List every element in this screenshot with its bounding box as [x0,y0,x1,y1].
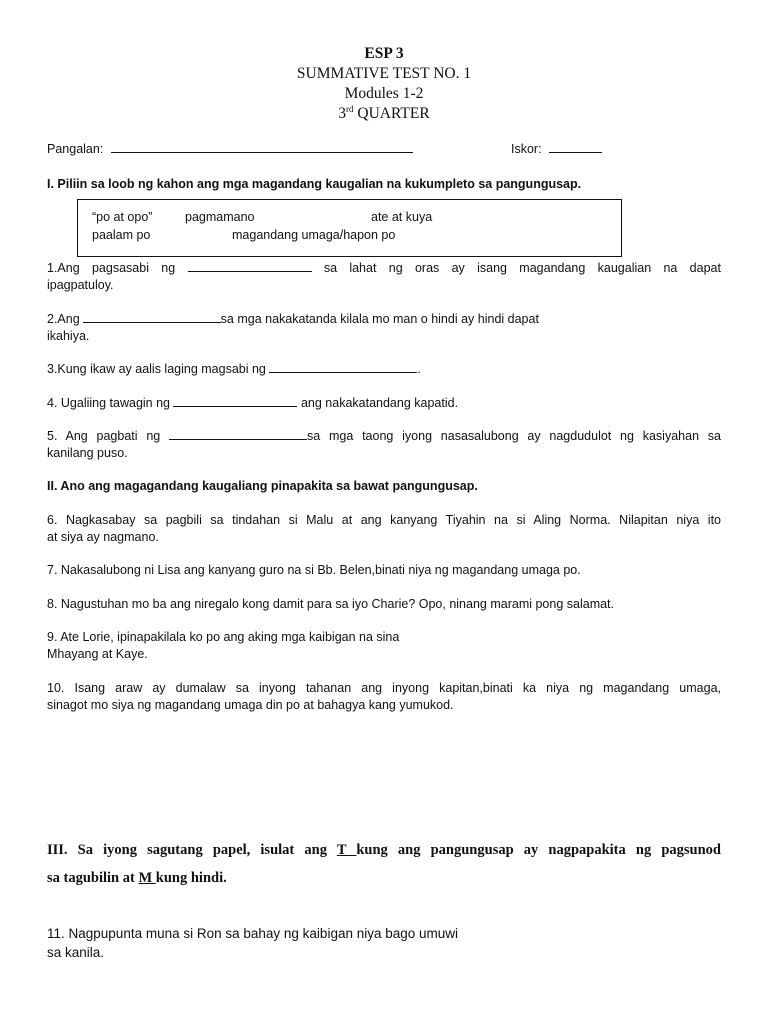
section3-letter-t: T [336,842,357,858]
choice-po-at-opo: “po at opo” [92,210,153,224]
question-1-cont: ipagpatuloy. [47,278,114,292]
question-10: 10. Isang araw ay dumalaw sa inyong tahanan ang inyong kapitan,binati ka niya ng magandang umaga, [47,681,721,695]
question-2 [47,311,539,328]
question-9-cont: Mhayang at Kaye. [47,647,148,661]
question-1-blank[interactable] [188,260,312,272]
modules-line: Modules 1-2 [344,85,424,102]
question-6: 6. Nagkasabay sa pagbili sa tindahan si Malu at ang kanyang Tiyahin na si Aling Norma. Nilapitan niya ito [47,513,721,527]
section3-text-d: kung hindi. [155,870,227,886]
question-1-text-a: 1.Ang pagsasabi ng [47,261,176,275]
quarter-word: QUARTER [353,105,430,122]
quarter-line [0,104,768,124]
question-5-blank[interactable] [169,428,307,440]
document-header [0,44,768,124]
question-5-text-a: 5. Ang pagbati ng [47,429,161,443]
question-3-blank[interactable] [269,361,417,373]
section3-title-cont [47,869,227,887]
score-field [511,141,602,158]
score-label: Iskor: [511,142,542,156]
question-11-cont: sa kanila. [47,945,105,960]
question-3 [47,361,421,378]
question-5-cont: kanilang puso. [47,446,128,460]
test-title: SUMMATIVE TEST NO. 1 [296,65,472,82]
question-5 [47,428,721,445]
question-2-text-b: sa mga nakakatanda kilala mo man o hindi ay hindi dapat [220,312,539,326]
name-label: Pangalan: [47,142,104,156]
name-blank[interactable] [111,141,413,153]
question-10-cont: sinagot mo siya ng magandang umaga din po at bahagya kang yumukod. [47,698,454,712]
question-5-text-b: sa mga taong iyong nasasalubong ay nagdudulot ng kasiyahan sa [307,429,721,443]
question-9: 9. Ate Lorie, ipinapakilala ko po ang aking mga kaibigan na sina [47,630,400,644]
quarter-suffix: rd [346,104,354,114]
choice-pagmamano: pagmamano [185,210,255,224]
section3-text-b: kung ang pangungusap ay nagpapakita ng pagsunod [356,842,721,858]
question-2-cont: ikahiya. [47,329,90,343]
choice-paalam-po: paalam po [92,228,151,242]
section3-letter-m: M [138,870,156,886]
quarter-number: 3 [338,105,347,122]
subject-title: ESP 3 [364,45,404,62]
question-2-text-a: 2.Ang [47,312,80,326]
question-3-text-b: . [417,362,421,376]
score-blank[interactable] [549,141,602,153]
question-3-text-a: 3.Kung ikaw ay aalis laging magsabi ng [47,362,266,376]
section1-title: I. Piliin sa loob ng kahon ang mga magandang kaugalian na kukumpleto sa pangungusap. [47,177,582,191]
question-7: 7. Nakasalubong ni Lisa ang kanyang guro na si Bb. Belen,binati niya ng magandang umaga po. [47,563,581,577]
choice-ate-at-kuya: ate at kuya [371,210,433,224]
question-4-text-b: ang nakakatandang kapatid. [300,396,459,410]
question-2-blank[interactable] [83,311,221,323]
question-6-cont: at siya ay nagmano. [47,530,159,544]
question-4-text-a: 4. Ugaliing tawagin ng [47,396,170,410]
section3-text-a: III. Sa iyong sagutang papel, isulat ang [47,842,337,858]
section3-text-c: sa tagubilin at [47,870,139,886]
name-field [47,141,413,158]
question-11: 11. Nagpupunta muna si Ron sa bahay ng kaibigan niya bago umuwi [47,926,459,941]
question-4-blank[interactable] [173,395,297,407]
question-1 [47,260,721,277]
choice-magandang-umaga: magandang umaga/hapon po [232,228,396,242]
section2-title: II. Ano ang magagandang kaugaliang pinapakita sa bawat pangungusap. [47,479,478,493]
section3-title [47,841,721,859]
question-4 [47,395,458,412]
question-8: 8. Nagustuhan mo ba ang niregalo kong damit para sa iyo Charie? Opo, ninang marami pong salamat. [47,597,615,611]
question-1-text-b: sa lahat ng oras ay isang magandang kaugalian na dapat [323,261,721,275]
